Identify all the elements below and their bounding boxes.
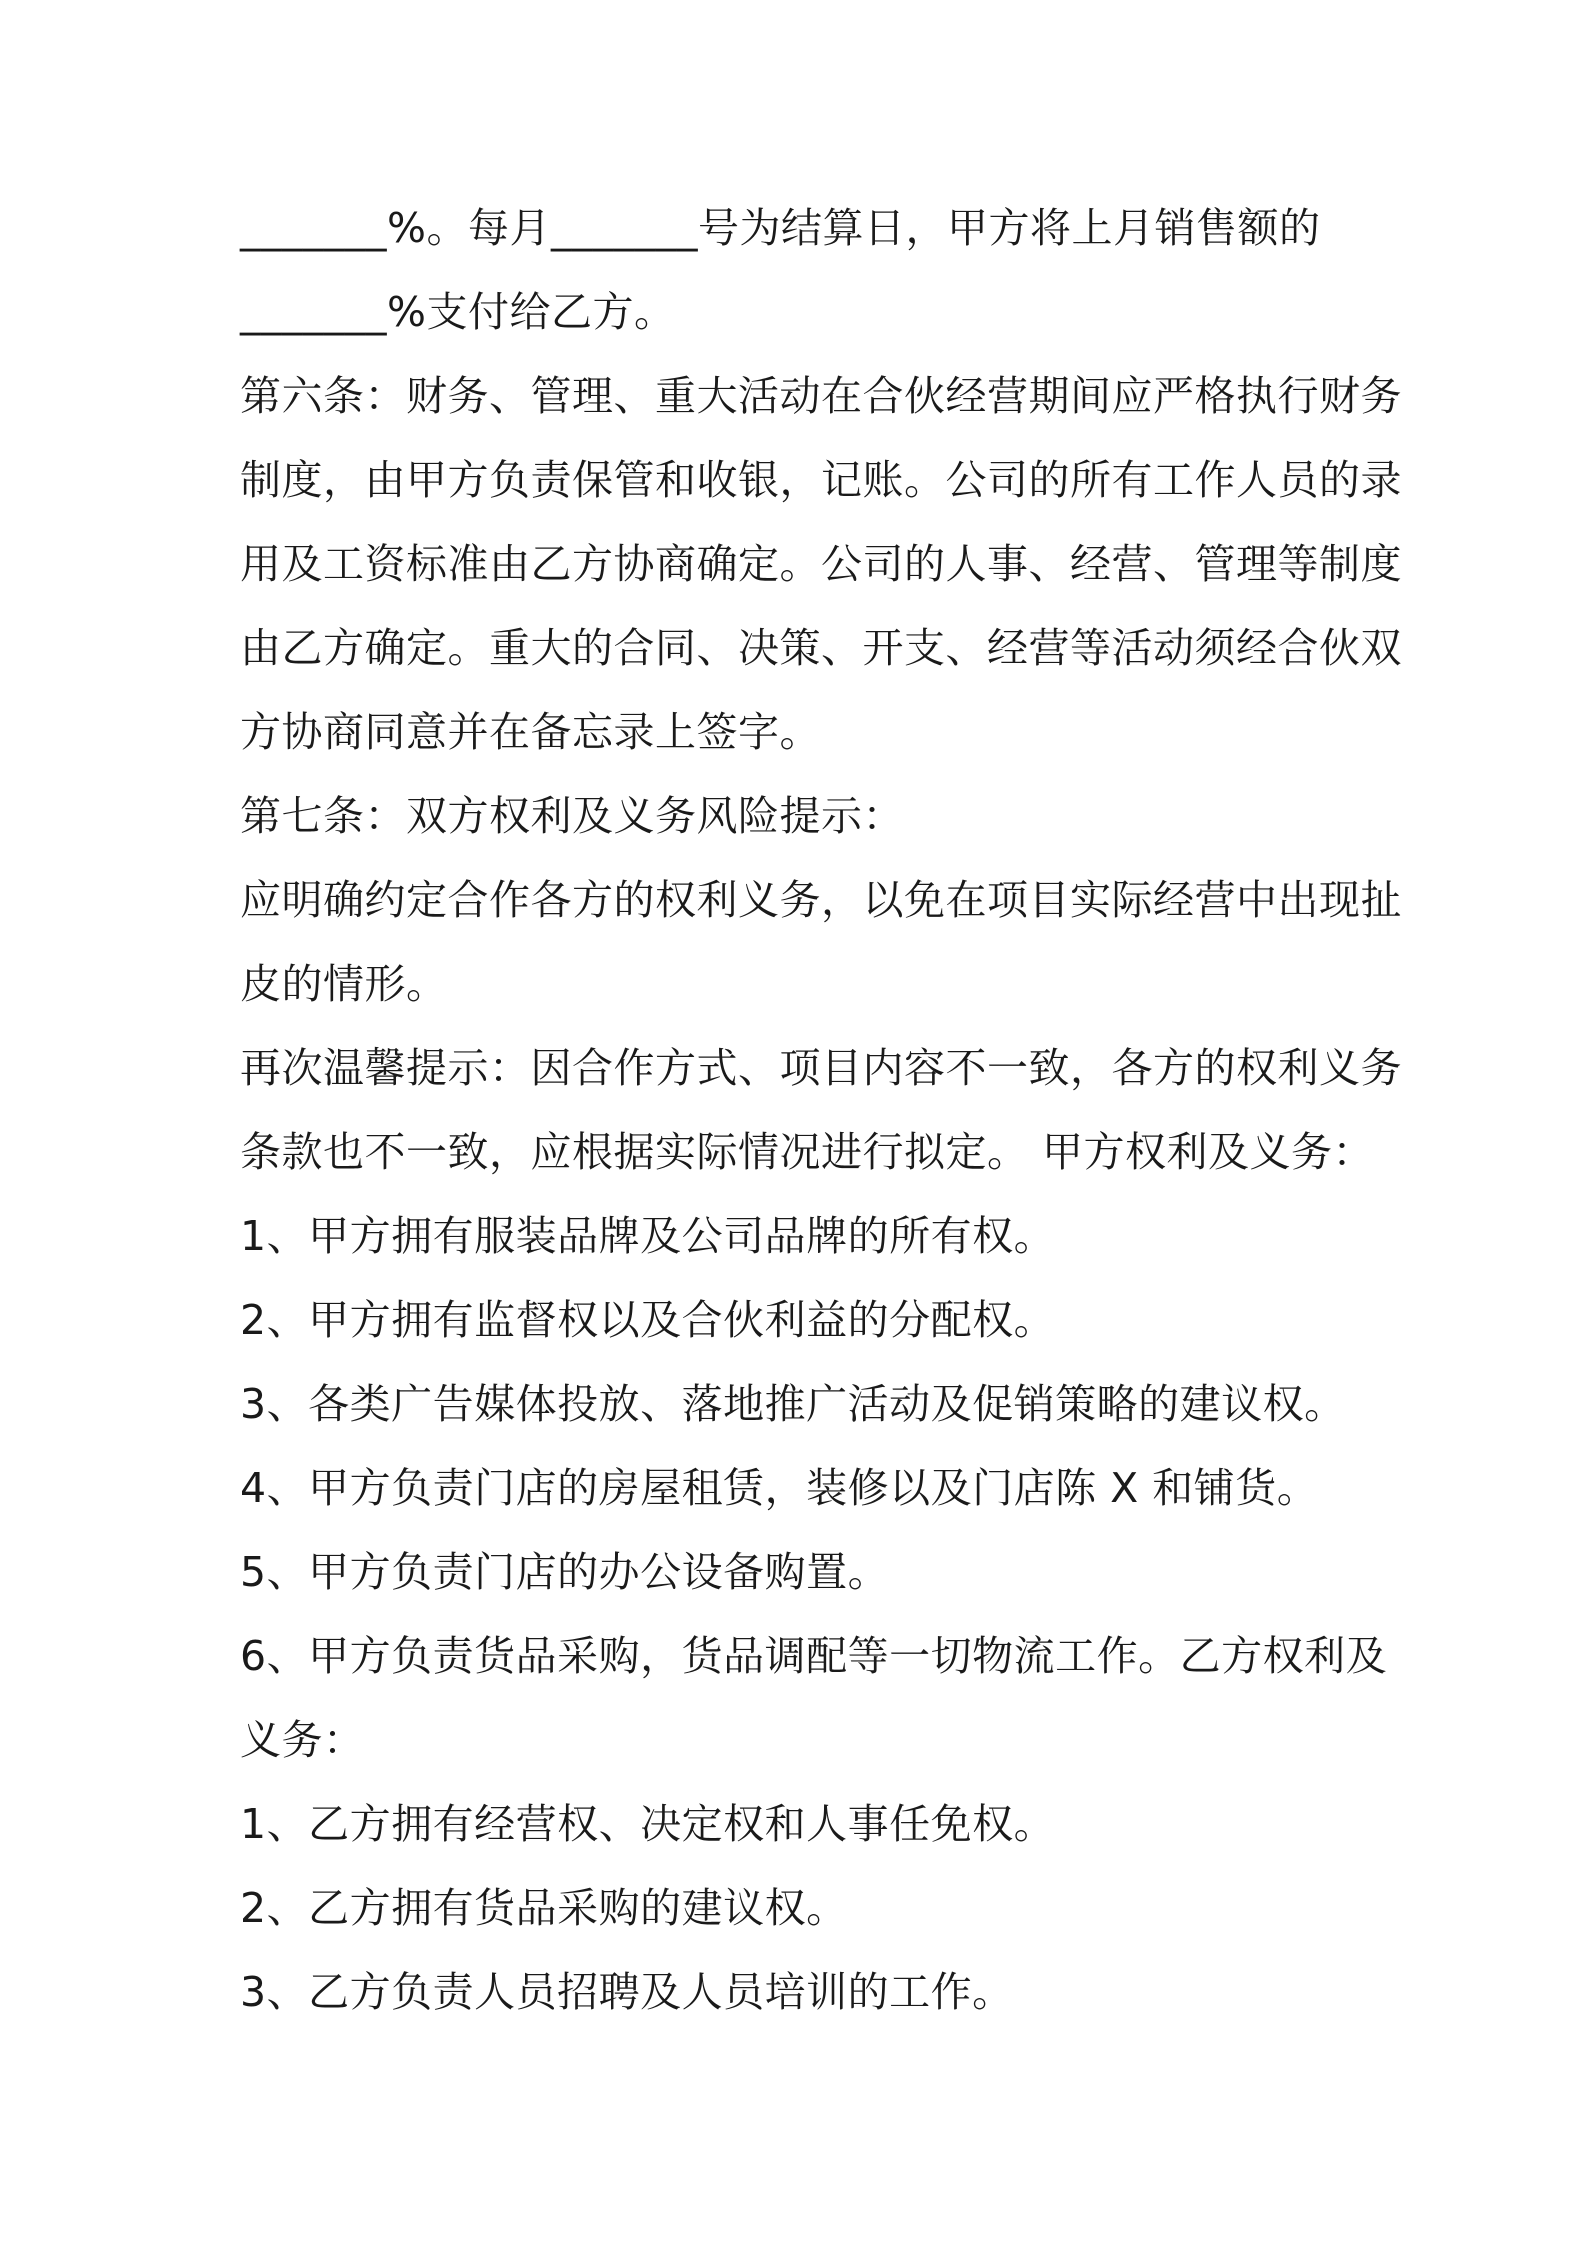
text-line: 由乙方确定。重大的合同、决策、开支、经营等活动须经合伙双 <box>240 624 1402 672</box>
party-a-item-1: 1、甲方拥有服装品牌及公司品牌的所有权。 <box>240 1212 1056 1260</box>
party-a-item-2: 2、甲方拥有监督权以及合伙利益的分配权。 <box>240 1296 1056 1344</box>
text-line: 应明确约定合作各方的权利义务，以免在项目实际经营中出现扯 <box>240 876 1402 924</box>
text-line: 条款也不一致，应根据实际情况进行拟定。 甲方权利及义务： <box>240 1128 1375 1176</box>
text-line: 义务： <box>240 1716 365 1764</box>
text-line: _______%支付给乙方。 <box>240 288 676 336</box>
party-a-item-5: 5、甲方负责门店的办公设备购置。 <box>240 1548 890 1596</box>
party-a-item-3: 3、各类广告媒体投放、落地推广活动及促销策略的建议权。 <box>240 1380 1346 1428</box>
text-line: 用及工资标准由乙方协商确定。公司的人事、经营、管理等制度 <box>240 540 1402 588</box>
article-6-heading-line: 第六条：财务、管理、重大活动在合伙经营期间应严格执行财务 <box>240 372 1402 420</box>
text-line: 皮的情形。 <box>240 960 448 1008</box>
text-line: _______%。每月_______号为结算日，甲方将上月销售额的 <box>240 204 1321 252</box>
article-7-heading-line: 第七条：双方权利及义务风险提示： <box>240 792 904 840</box>
party-a-item-4: 4、甲方负责门店的房屋租赁，装修以及门店陈 X 和铺货。 <box>240 1464 1319 1512</box>
reminder-line: 再次温馨提示：因合作方式、项目内容不一致，各方的权利义务 <box>240 1044 1402 1092</box>
text-line: 方协商同意并在备忘录上签字。 <box>240 708 821 756</box>
text-line: 制度，由甲方负责保管和收银，记账。公司的所有工作人员的录 <box>240 456 1402 504</box>
party-b-item-2: 2、乙方拥有货品采购的建议权。 <box>240 1884 848 1932</box>
party-b-item-1: 1、乙方拥有经营权、决定权和人事任免权。 <box>240 1800 1056 1848</box>
party-a-item-6: 6、甲方负责货品采购，货品调配等一切物流工作。乙方权利及 <box>240 1632 1388 1680</box>
party-b-item-3: 3、乙方负责人员招聘及人员培训的工作。 <box>240 1968 1014 2016</box>
